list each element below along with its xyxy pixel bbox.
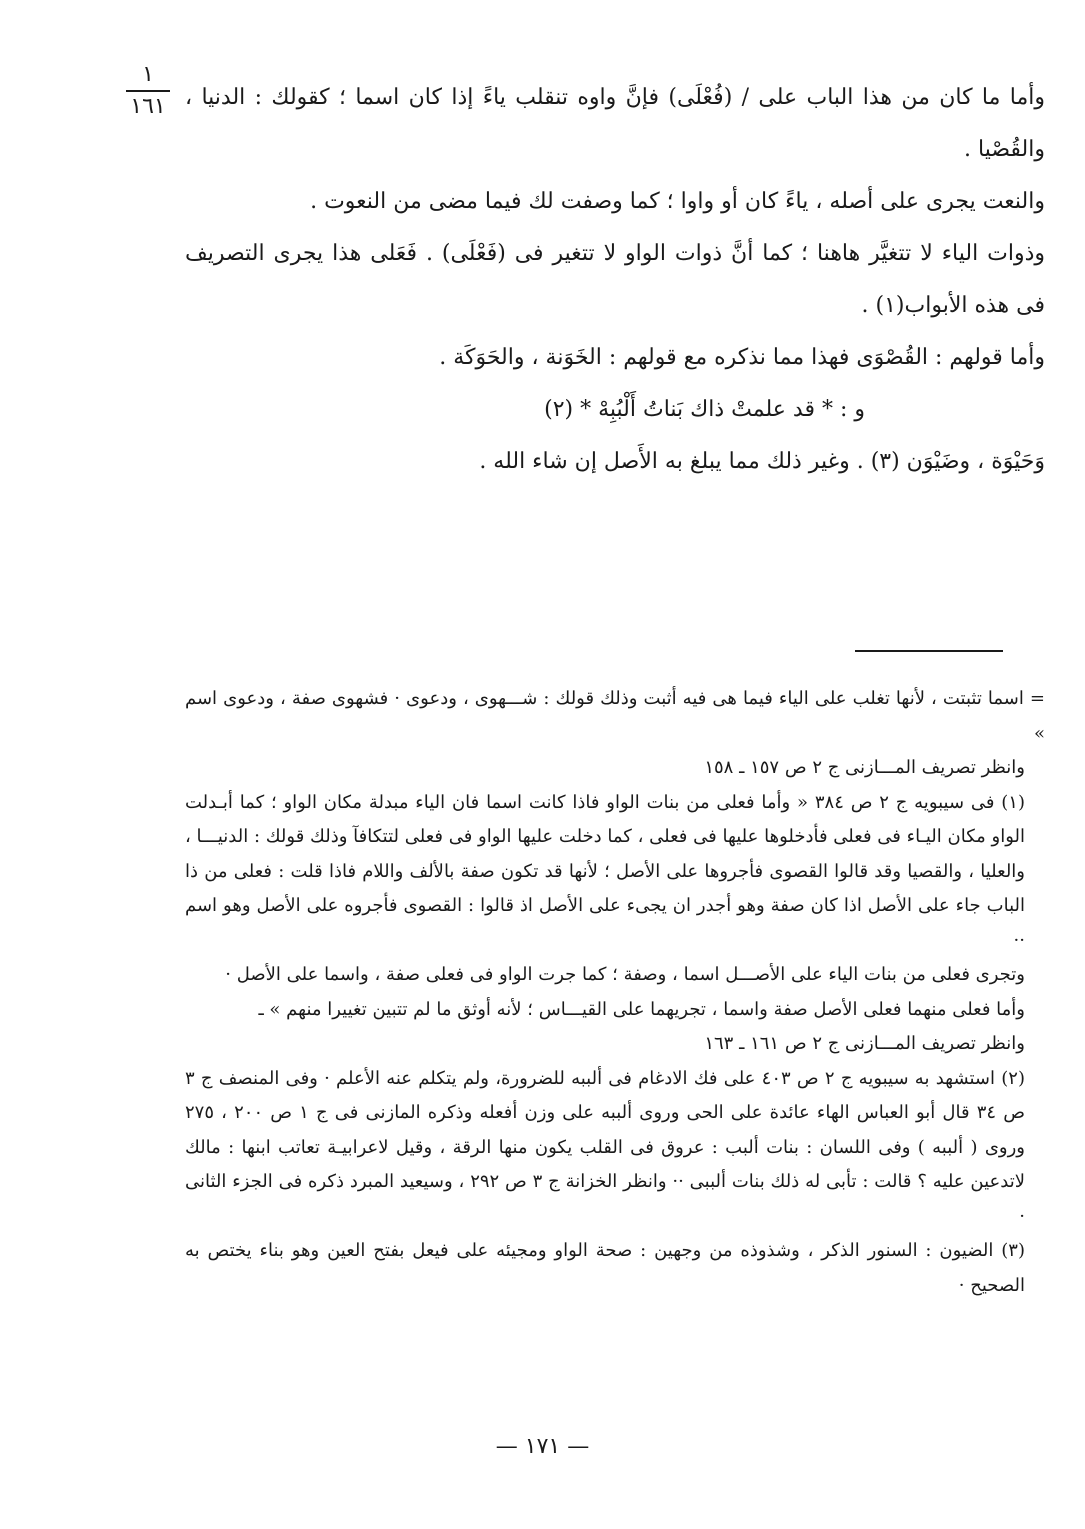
footnote: وتجرى فعلى من بنات الياء على الأصـــل اسما ، وصفة ؛ كما جرت الواو فى فعلى صفة ، واسما على الأصل · bbox=[225, 964, 1025, 985]
main-text bbox=[185, 72, 1045, 488]
main-paragraph: وأما ما كان من هذا الباب على / (فُعْلَى) فإنَّ واوه تنقلب ياءً إذا كان اسما ؛ كقولك : الدنيا ، والقُصْيا . bbox=[185, 85, 1045, 162]
main-paragraph: وأما قولهم : القُصْوَى فهذا مما نذكره مع قولهم : الخَوَنة ، والحَوَكَة . bbox=[439, 345, 1045, 370]
verse-line: و : * قد علمتْ ذاك بَناتُ أَلْبُبِهْ * (٢) bbox=[544, 397, 865, 422]
footnote: = اسما تثبتت ، لأنها تغلب على الياء فيما هى فيه أثبت وذلك قولك : شـــهوى ، ودعوى · فشهوى صفة ، ودعوى اسم » bbox=[185, 688, 1045, 744]
footnotes bbox=[185, 682, 1045, 1303]
main-paragraph: وَحَيْوَة ، وضَيْوَن (٣) . وغير ذلك مما يبلغ به الأَصل إن شاء الله . bbox=[479, 449, 1045, 474]
footnote-separator bbox=[855, 650, 1003, 652]
main-paragraph: والنعت يجرى على أصله ، ياءً كان أو واوا ؛ كما وصفت لك فيما مضى من النعوت . bbox=[310, 189, 1045, 214]
margin-reference-top: ١ bbox=[142, 62, 154, 87]
footnote: (٢) استشهد به سيبويه ج ٢ ص ٤٠٣ على فك الادغام فى ألببه للضرورة، ولم يتكلم عنه الأعلم · وفى المنصف ج ٣ ص ٣٤ قال أبو العباس الهاء عائدة على الحى وروى ألببه على وزن أفعله وذكره المازنى فى ج ١ ص ٢٠٠ ، ٢٧٥ وروى ( ألببه ) وفى اللسان : بنات ألبب : عروق فى القلب يكون منها الرقة ، وقيل لاعرابيـة تعاتب ابنها : مالك لاتدعين عليه ؟ قالت : تأبى له ذلك بنات ألببى ·· وانظر الخزانة ج ٣ ص ٢٩٢ ، وسيعيد المبرد ذكره فى الجزء الثانى · bbox=[185, 1067, 1025, 1227]
footnote: (٣) الضيون : السنور الذكر ، وشذوذه من وجهين : صحة الواو ومجيئه على فيعل بفتح العين وهو بناء يختص به الصحيح · bbox=[185, 1240, 1025, 1296]
main-paragraph: وذوات الياء لا تتغيَّر هاهنا ؛ كما أنَّ ذوات الواو لا تتغير فى (فَعْلَى) . فَعَلى هذا يجرى التصريف فى هذه الأبواب(١) . bbox=[185, 241, 1045, 318]
margin-reference bbox=[118, 62, 178, 120]
margin-reference-bottom: ١٦١ bbox=[130, 94, 166, 119]
footnote: وأما فعلى منهما فعلى الأصل صفة واسما ، تجريهما على القيـــاس ؛ لأنه أوثق ما لم تتبين تغييرا منهم » ـ bbox=[258, 998, 1025, 1020]
footnote: وانظر تصريف المـــازنى ج ٢ ص ١٦١ ـ ١٦٣ bbox=[704, 1033, 1025, 1054]
margin-reference-divider bbox=[126, 90, 170, 92]
footnote: (١) فى سيبويه ج ٢ ص ٣٨٤ « وأما فعلى من بنات الواو فاذا كانت اسما فان الياء مبدلة مكان الواو ؛ كما أبـدلت الواو مكان اليـاء فى فعلى فأدخلوها عليها فى فعلى ، كما دخلت عليها الواو فى فعلى لتتكافآ وذلك قولك : الدنيـــا ، والعليا ، والقصيا وقد قالوا القصوى فأجروها على الأصل ؛ لأنها قد تكون صفة بالألف واللام فاذا قلت : فعلى من ذا الباب جاء على الأصل اذا كان صفة وهو أجدر ان يجىء على الأصل اذ قالوا : القصوى فأجروه على الأصل وهو اسم ·· bbox=[185, 791, 1025, 951]
footnote: وانظر تصريف المـــازنى ج ٢ ص ١٥٧ ـ ١٥٨ bbox=[704, 757, 1025, 778]
page-number: — ١٧١ — bbox=[495, 1434, 590, 1459]
